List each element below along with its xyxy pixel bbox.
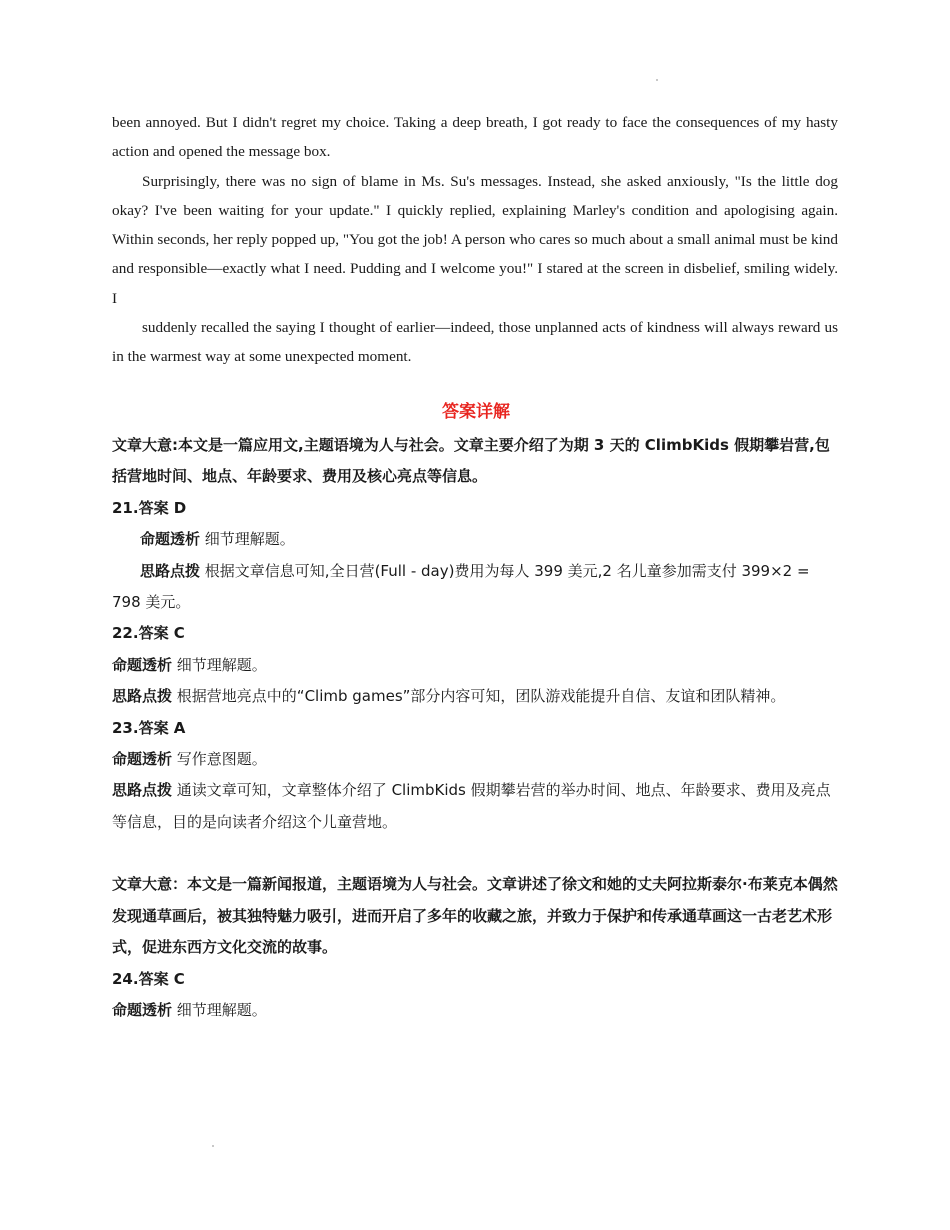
hint-label: 思路点拨 xyxy=(112,687,173,706)
answer-heading: 答案详解 xyxy=(442,402,510,422)
answer-22: 22.答案 C xyxy=(112,624,185,643)
hint-text: 根据营地亮点中的“Climb games”部分内容可知，团队游戏能提升自信、友谊和团队精神。 xyxy=(176,687,786,706)
scan-speck xyxy=(656,79,658,81)
story-text xyxy=(112,108,838,372)
hint-text: 通读文章可知，文章整体介绍了 ClimbKids 假期攀岩营的举办时间、地点、年龄要求、费用及亮点等信息，目的是向读者介绍这个儿童营地。 xyxy=(112,781,831,831)
story-paragraph: suddenly recalled the saying I thought of earlier—indeed, those unplanned acts of kindness will always reward us in the warmest way at some unexpected moment. xyxy=(112,319,838,366)
type-text: 细节理解题。 xyxy=(176,655,267,674)
hint-text: 根据文章信息可知,全日营(Full - day)费用为每人 399 美元,2 名儿童参加需支付 399×2 = 798 美元。 xyxy=(112,561,810,612)
story-paragraph: been annoyed. But I didn't regret my choice. Taking a deep breath, I got ready to face the consequences of my hasty action and opened the message box. xyxy=(112,114,838,161)
hint-23 xyxy=(112,775,840,838)
type-label: 命题透析 xyxy=(112,655,173,674)
passage2-summary: 文章大意：本文是一篇新闻报道，主题语境为人与社会。文章讲述了徐文和她的丈夫阿拉斯泰尔·布莱克本偶然发现通草画后，被其独特魅力吸引，进而开启了多年的收藏之旅，并致力于保护和传承通草画这一古老艺术形式，促进东西方文化交流的故事。 xyxy=(112,875,838,957)
type-text: 细节理解题。 xyxy=(176,1000,267,1019)
answer-section xyxy=(112,396,840,1026)
type-label: 命题透析 xyxy=(140,530,201,549)
hint-label: 思路点拨 xyxy=(140,561,201,580)
answer-21: 21.答案 D xyxy=(112,498,187,517)
type-text: 细节理解题。 xyxy=(204,530,295,549)
hint-21 xyxy=(112,556,840,619)
spacer xyxy=(112,838,840,869)
question-type-24 xyxy=(112,995,840,1026)
answer-24: 24.答案 C xyxy=(112,969,185,988)
question-type-22 xyxy=(112,650,840,681)
answer-23: 23.答案 A xyxy=(112,718,186,737)
hint-22 xyxy=(112,681,840,712)
hint-label: 思路点拨 xyxy=(112,781,173,800)
type-label: 命题透析 xyxy=(112,1000,173,1019)
question-type-21 xyxy=(112,524,840,555)
story-paragraph: Surprisingly, there was no sign of blame in Ms. Su's messages. Instead, she asked anxiously, "Is the little dog okay? I've been waiting for your update." I quickly replied, explaining Marley's condition and apologising again. Within seconds, her reply popped up, "You got the job! A person who cares so much about a small animal must be kind and responsible—exactly what I need. Pudding and I welcome you!" I stared at the screen in disbelief, smiling widely. I xyxy=(112,172,838,307)
scan-speck xyxy=(212,1145,214,1147)
type-label: 命题透析 xyxy=(112,750,173,769)
question-type-23 xyxy=(112,744,840,775)
type-text: 写作意图题。 xyxy=(176,750,267,769)
passage1-summary: 文章大意:本文是一篇应用文,主题语境为人与社会。文章主要介绍了为期 3 天的 ClimbKids 假期攀岩营,包括营地时间、地点、年龄要求、费用及核心亮点等信息。 xyxy=(112,436,830,486)
